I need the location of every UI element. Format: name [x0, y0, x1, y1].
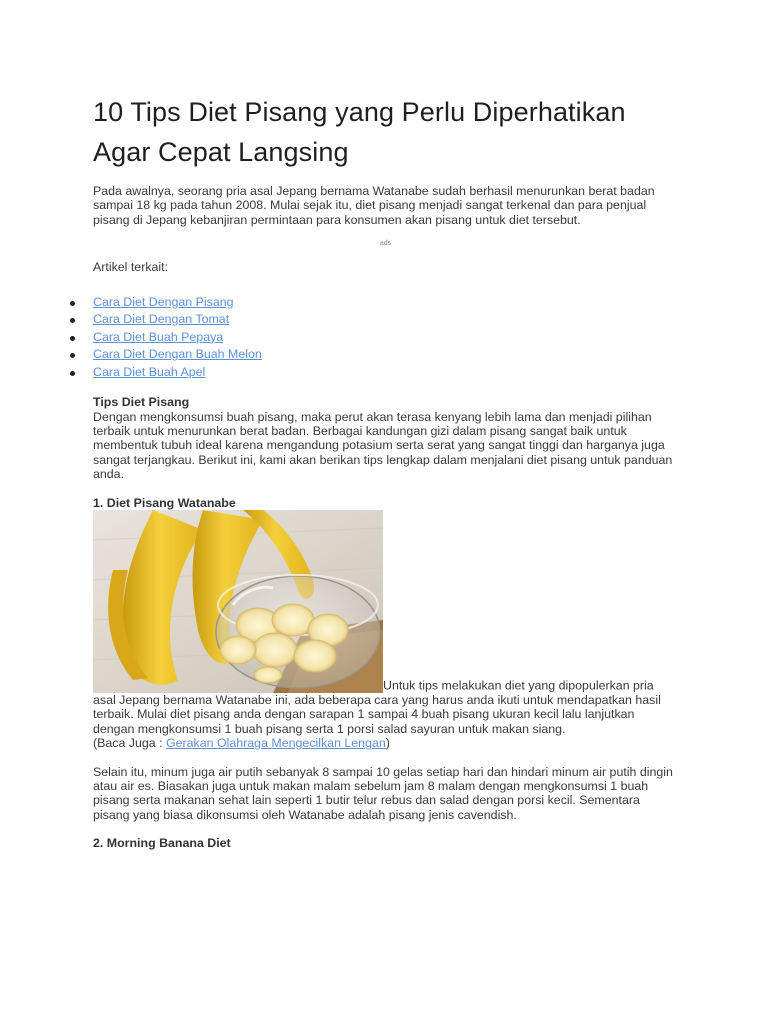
step1-paragraph-2: Selain itu, minum juga air putih sebanyak 8 sampai 10 gelas setiap hari dan hindari minum air putih dingin atau air es. Biasakan juga untuk makan malam sebelum jam 8 malam dengan mengkonsumsi 1 buah pisang serta makanan sehat lain seperti 1 butir telur rebus dan salad dengan porsi kecil. Sementara pisang yang biasa dikonsumsi oleh Watanabe adalah pisang jenis cavendish. — [93, 764, 673, 822]
see-also-prefix: (Baca Juga : — [93, 736, 167, 751]
list-item — [93, 364, 678, 382]
list-item — [93, 294, 678, 312]
tips-paragraph: Dengan mengkonsumsi buah pisang, maka perut akan terasa kenyang lebih lama dan menjadi pilihan terbaik untuk menurunkan berat badan. Berbagai kandungan gizi dalam pisang sangat baik untuk membentuk tubuh ideal karena mengandung potasium serta serat yang sangat tinggi dan harganya juga sangat terjangkau. Berikut ini, kami akan berikan tips lengkap dalam menjalani diet pisang untuk panduan anda. — [93, 409, 673, 482]
article — [93, 92, 678, 851]
step1-paragraph — [93, 510, 678, 751]
intro-paragraph: Pada awalnya, seorang pria asal Jepang bernama Watanabe sudah berhasil menurunkan berat badan sampai 18 kg pada tahun 2008. Mulai sejak itu, diet pisang menjadi sangat terkenal dan para penjual pisang di Jepang kebanjiran permintaan para konsumen akan pisang untuk diet tersebut. — [93, 184, 655, 227]
see-also-link[interactable]: Gerakan Olahraga Mengecilkan Lengan — [166, 736, 386, 751]
list-item — [93, 346, 678, 364]
list-item — [93, 311, 678, 329]
related-articles-list — [93, 294, 678, 382]
related-link-tomat[interactable]: Cara Diet Dengan Tomat — [93, 312, 230, 327]
tips-section — [93, 395, 678, 481]
see-also-suffix: ) — [385, 736, 390, 751]
related-link-pisang[interactable]: Cara Diet Dengan Pisang — [93, 294, 234, 309]
related-link-melon[interactable]: Cara Diet Dengan Buah Melon — [93, 347, 262, 362]
list-item — [93, 329, 678, 347]
related-link-pepaya[interactable]: Cara Diet Buah Pepaya — [93, 329, 224, 344]
step1-title: 1. Diet Pisang Watanabe — [93, 495, 236, 510]
related-articles-label: Artikel terkait: — [93, 260, 169, 275]
step1-body-text: Untuk tips melakukan diet yang dipopulerkan pria asal Jepang bernama Watanabe ini, ada beberapa cara yang harus anda ikuti untuk mendapatkan hasil terbaik. Mulai diet pisang anda dengan sarapan 1 sampai 4 buah pisang ukuran kecil lalu lanjutkan dengan mengkonsumsi 1 buah pisang serta 1 porsi salad sayuran untuk makan siang. — [93, 678, 661, 736]
step2-title: 2. Morning Banana Diet — [93, 836, 231, 851]
tips-title: Tips Diet Pisang — [93, 395, 190, 410]
article-title: 10 Tips Diet Pisang yang Perlu Diperhatikan Agar Cepat Langsing — [93, 97, 626, 167]
banana-bowl-image — [93, 510, 383, 693]
ads-label: ads — [379, 240, 392, 248]
related-link-apel[interactable]: Cara Diet Buah Apel — [93, 364, 206, 379]
